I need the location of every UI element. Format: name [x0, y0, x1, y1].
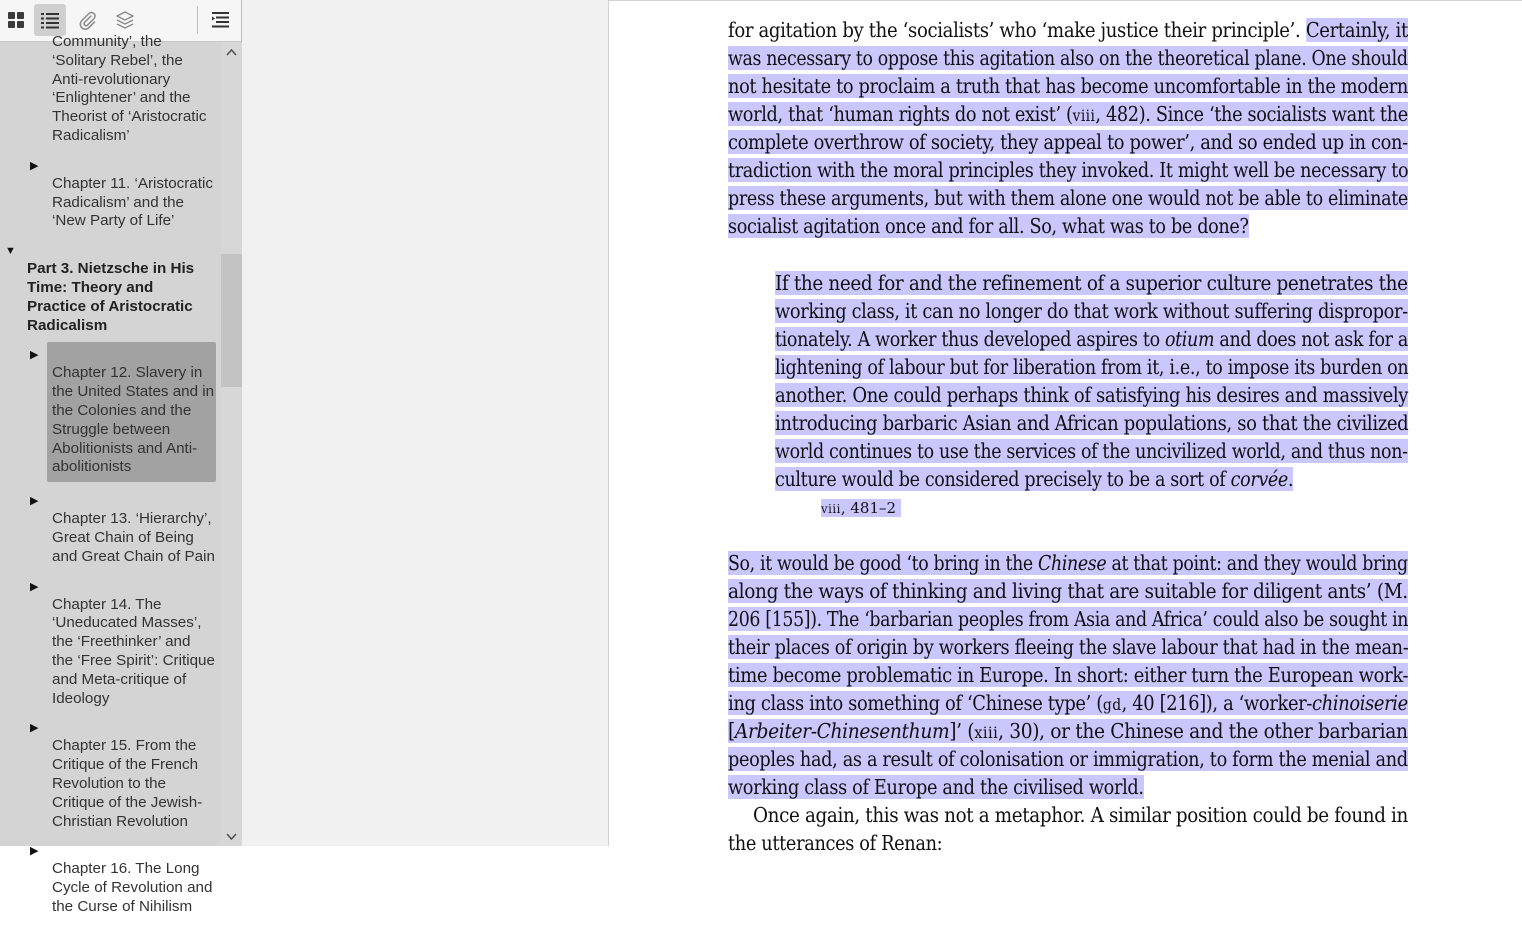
expanded-arrow-icon[interactable]: ▼: [5, 245, 16, 258]
sidebar-panel: [0, 0, 242, 915]
outline-item-label: Chapter 16. The Long Cycle of Revolution and the Curse of Nihilism: [52, 860, 213, 915]
text-line: their places of origin by workers fleeing the slave labour that had in the mean-: [728, 635, 1409, 659]
current-outline-icon: [211, 10, 231, 30]
text-line: [Arbeiter-Chinesenthum]’ (xiii, 30), or the Chinese and the other barbarian: [728, 719, 1408, 743]
outline-item-label: Community’, the ‘Solitary Rebel’, the Anti-revolutionary ‘Enlightener’ and the Theorist of ‘Aristocratic Radicalism’: [52, 33, 207, 144]
current-outline-button[interactable]: [205, 4, 237, 36]
text-line: the utterances of Renan:: [728, 831, 943, 855]
document-background: [242, 0, 608, 846]
outline-item[interactable]: [0, 718, 221, 831]
text-line: world, that ‘human rights do not exist’ (viii, 482). Since ‘the socialists want the: [728, 102, 1408, 126]
collapsed-arrow-icon[interactable]: ▶: [30, 845, 39, 858]
outline-item[interactable]: [0, 577, 221, 709]
text-line: So, it would be good ‘to bring in the Chinese at that point: and they would bring: [728, 551, 1408, 575]
quote-line: lightening of labour but for liberation from it, i.e., to impose its burden on: [775, 355, 1409, 379]
outline-item-label: Chapter 15. From the Critique of the French Revolution to the Critique of the Jewish-Christian Revolution: [52, 737, 203, 830]
text-line: time become problematic in Europe. In short: either turn the European work-: [728, 663, 1409, 687]
text-line: complete overthrow of society, they appeal to power’, and so ended up in con-: [728, 130, 1408, 154]
text-line: 206 [155]). The ‘barbarian peoples from Asia and Africa’ could also be sought in: [728, 607, 1409, 631]
quote-citation: viii, 481–2: [821, 499, 901, 517]
outline-item[interactable]: [0, 491, 221, 566]
quote-line: If the need for and the refinement of a superior culture penetrates the: [775, 271, 1408, 295]
collapsed-arrow-icon[interactable]: ▶: [30, 159, 39, 172]
text-line: working class of Europe and the civilised world.: [728, 775, 1144, 799]
outline-item-chapter-12[interactable]: [0, 345, 221, 477]
outline-icon: [40, 11, 60, 29]
text-line: not hesitate to proclaim a truth that has become uncomfortable in the modern: [728, 74, 1409, 98]
thumbnails-icon: [7, 11, 25, 29]
collapsed-arrow-icon[interactable]: ▶: [30, 495, 39, 508]
outline-item-label: Part 3. Nietzsche in His Time: Theory and Practice of Aristocratic Radicalism: [27, 260, 195, 334]
quote-line: world continues to use the services of the uncivilized world, and thus non-: [775, 439, 1408, 463]
outline-item-label: Chapter 13. ‘Hierarchy’, Great Chain of Being and Great Chain of Pain: [52, 510, 215, 565]
text-line: socialist agitation once and for all. So, what was to be done?: [728, 214, 1249, 238]
quote-line: tionately. A worker thus developed aspires to otium and does not ask for a: [775, 327, 1408, 351]
text-line: ing class into something of ‘Chinese type’ (gd, 40 [216]), a ‘worker-chinoiserie: [728, 691, 1408, 715]
quote-line: working class, it can no longer do that work without suffering dispropor-: [775, 299, 1408, 323]
text-line: peoples had, as a result of colonisation or immigration, to form the menial and: [728, 747, 1408, 771]
text-line: for agitation by the ‘socialists’ who ‘make justice their principle’. Certainly, it: [728, 18, 1408, 42]
quote-line: introducing barbaric Asian and African populations, so that the civilized: [775, 411, 1409, 435]
quote-line: another. One could perhaps think of satisfying his desires and massively: [775, 383, 1409, 407]
outline-tree: [0, 33, 221, 915]
scroll-down-icon[interactable]: [225, 830, 238, 843]
text-line: tradiction with the moral principles they invoked. It might well be necessary to: [728, 158, 1409, 182]
collapsed-arrow-icon[interactable]: ▶: [30, 580, 39, 593]
outline-item[interactable]: [0, 841, 221, 916]
collapsed-arrow-icon[interactable]: ▶: [30, 722, 39, 735]
outline-item-label: Chapter 11. ‘Aristocratic Radicalism’ and the ‘New Party of Life’: [52, 174, 213, 230]
outline-scrollbar[interactable]: [221, 42, 242, 846]
text-line: along the ways of thinking and living that are suitable for diligent ants’ (M.: [728, 579, 1408, 603]
toolbar-divider: [197, 6, 198, 34]
outline-button[interactable]: [34, 4, 66, 36]
quote-line: culture would be considered precisely to be a sort of corvée.: [775, 467, 1294, 491]
outline-item-label: Chapter 14. The ‘Uneducated Masses’, the ‘Freethinker’ and the ‘Free Spirit’: Critique and Meta-critique of Ideology: [52, 595, 215, 707]
outline-item[interactable]: [0, 156, 221, 231]
outline-item-label: Chapter 12. Slavery in the United States and in the Colonies and the Struggle between Abolitionists and Anti-abolitionists: [52, 364, 215, 476]
text-line: was necessary to oppose this agitation also on the theoretical plane. One should: [728, 46, 1408, 70]
paperclip-icon: [77, 10, 97, 30]
scrollbar-thumb[interactable]: [221, 254, 242, 387]
thumbnails-button[interactable]: [0, 4, 32, 36]
document-page: [608, 0, 1522, 855]
layers-button[interactable]: [109, 4, 141, 36]
attachments-button[interactable]: [71, 4, 103, 36]
layers-icon: [115, 10, 135, 30]
text-line: Once again, this was not a metaphor. A similar position could be found in: [753, 803, 1408, 827]
scroll-up-icon[interactable]: [225, 46, 238, 59]
outline-item-part-3[interactable]: [0, 241, 221, 335]
outline-item[interactable]: [0, 33, 221, 146]
text-line: press these arguments, but with them alone one would not be able to eliminate: [728, 186, 1408, 210]
collapsed-arrow-icon[interactable]: ▶: [30, 349, 39, 362]
